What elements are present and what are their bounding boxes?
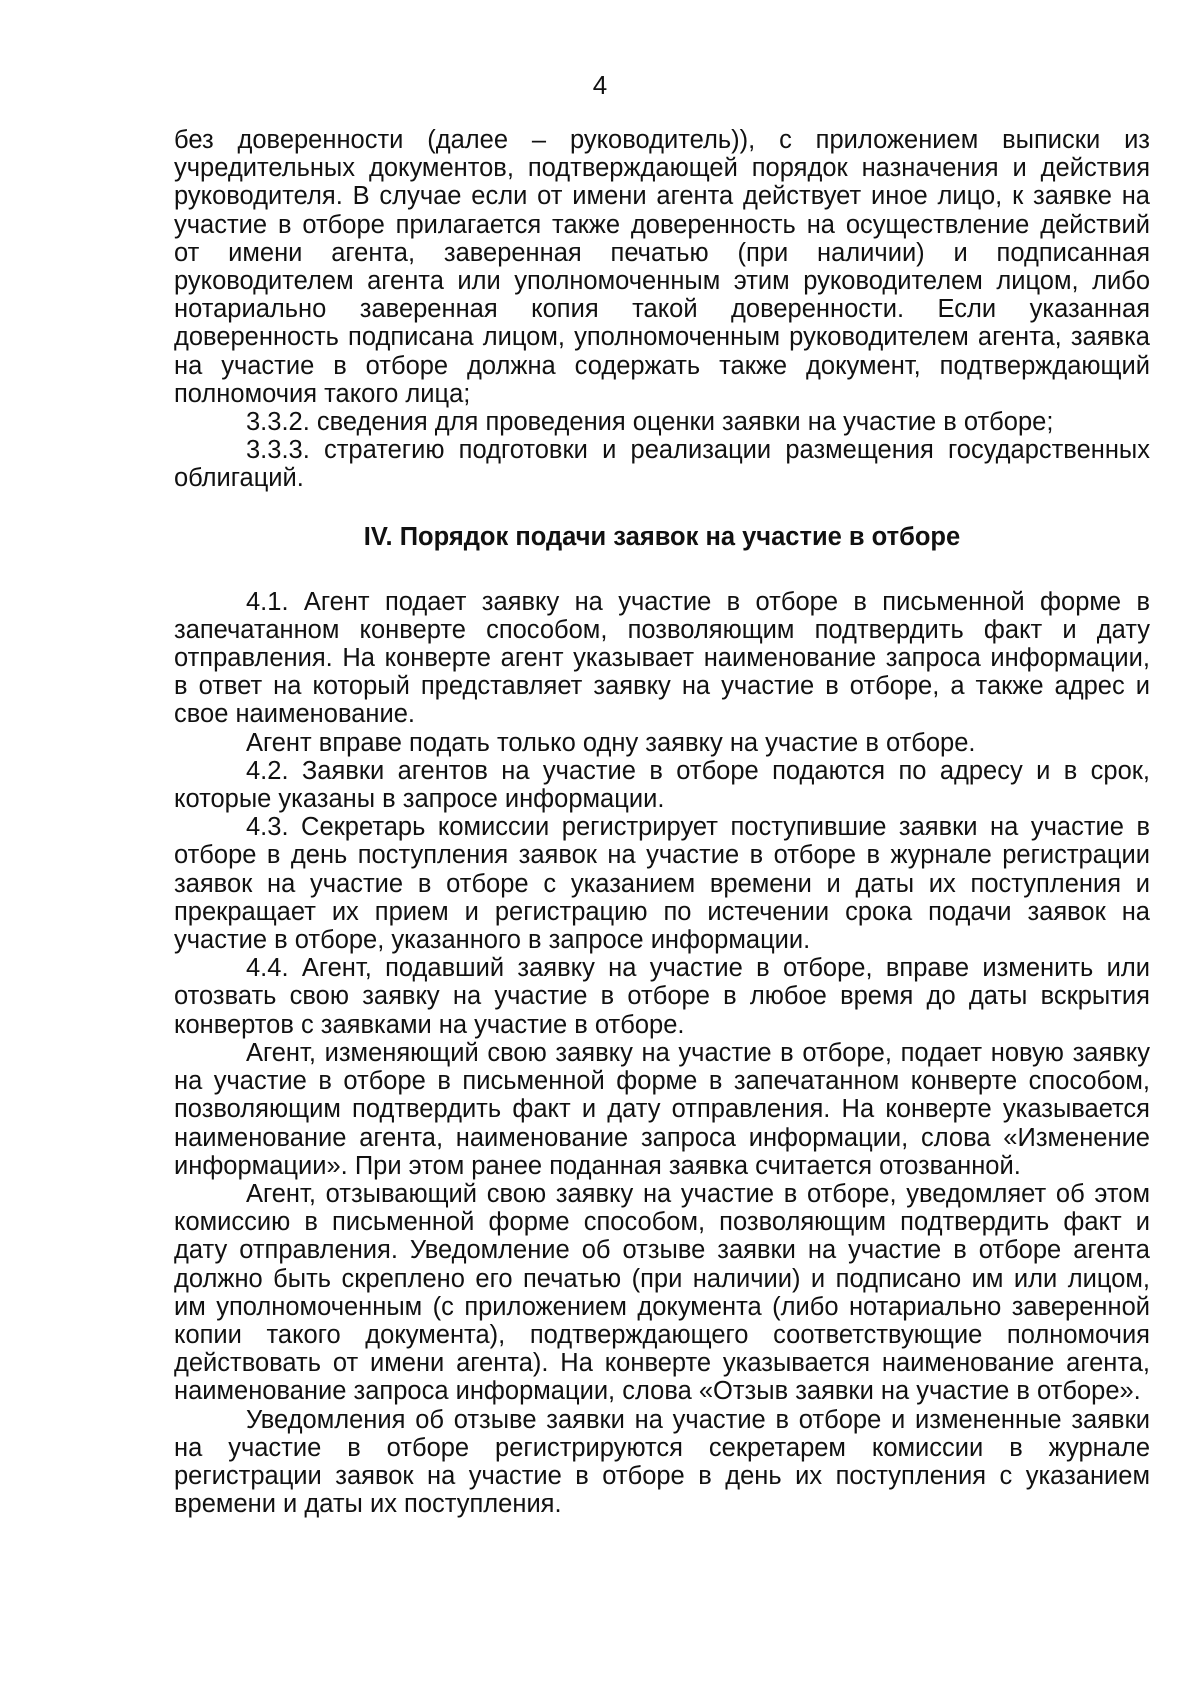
section-heading: IV. Порядок подачи заявок на участие в отборе bbox=[363, 522, 961, 551]
paragraph-withdraw-application: Агент, отзывающий свою заявку на участие в отборе, уведомляет об этом комиссию в письменной форме способом, позволяющим подтвердить факт и дату отправления. Уведомление об отзыве заявки на участие в отборе агента должно быть скреплено его печатью (при наличии) и подписано им или лицом, им уполномоченным (с приложением документа (либо нотариально заверенной копии такого документа), подтверждающего соответствующие полномочия действовать от имени агента). На конверте указывается наименование агента, наименование запроса информации, слова «Отзыв заявки на участие в отборе». bbox=[174, 1179, 1150, 1406]
paragraph-4-3: 4.3. Секретарь комиссии регистрирует поступившие заявки на участие в отборе в день поступления заявок на участие в отборе в журнале регистрации заявок на участие в отборе с указанием времени и даты их поступления и прекращает их прием и регистрацию по истечении срока подачи заявок на участие в отборе, указанного в запросе информации. bbox=[174, 813, 1150, 955]
document-body bbox=[174, 126, 1150, 1518]
paragraph-4-1: 4.1. Агент подает заявку на участие в отборе в письменной форме в запечатанном конверте способом, позволяющим подтвердить факт и дату отправления. На конверте агент указывает наименование запроса информации, в ответ на который представляет заявку на участие в отборе, а также адрес и свое наименование. bbox=[174, 587, 1150, 729]
paragraph-4-4: 4.4. Агент, подавший заявку на участие в отборе, вправе изменить или отозвать свою заявку на участие в отборе в любое время до даты вскрытия конвертов с заявками на участие в отборе. bbox=[174, 954, 1150, 1039]
page-number: 4 bbox=[592, 70, 608, 100]
paragraph-4-2: 4.2. Заявки агентов на участие в отборе подаются по адресу и в срок, которые указаны в запросе информации. bbox=[174, 756, 1150, 814]
paragraph-change-application: Агент, изменяющий свою заявку на участие в отборе, подает новую заявку на участие в отборе в письменной форме в запечатанном конверте способом, позволяющим подтвердить факт и дату отправления. На конверте указывается наименование агента, наименование запроса информации, слова «Изменение информации». При этом ранее поданная заявка считается отозванной. bbox=[174, 1038, 1150, 1180]
paragraph-continuation: без доверенности (далее – руководитель)), с приложением выписки из учредительных документов, подтверждающей порядок назначения и действия руководителя. В случае если от имени агента действует иное лицо, к заявке на участие в отборе прилагается также доверенность на осуществление действий от имени агента, заверенная печатью (при наличии) и подписанная руководителем агента или уполномоченным этим руководителем лицом, либо нотариально заверенная копия такой доверенности. Если указанная доверенность подписана лицом, уполномоченным руководителем агента, заявка на участие в отборе должна содержать также документ, подтверждающий полномочия такого лица; bbox=[174, 126, 1150, 408]
paragraph-one-application: Агент вправе подать только одну заявку на участие в отборе. bbox=[246, 728, 976, 757]
paragraph-3-3-3: 3.3.3. стратегию подготовки и реализации размещения государственных облигаций. bbox=[174, 436, 1150, 493]
paragraph-registration: Уведомления об отзыве заявки на участие в отборе и измененные заявки на участие в отборе регистрируются секретарем комиссии в журнале регистрации заявок на участие в отборе в день их поступления с указанием времени и даты их поступления. bbox=[174, 1405, 1150, 1519]
paragraph-3-3-2: 3.3.2. сведения для проведения оценки заявки на участие в отборе; bbox=[246, 408, 1054, 437]
